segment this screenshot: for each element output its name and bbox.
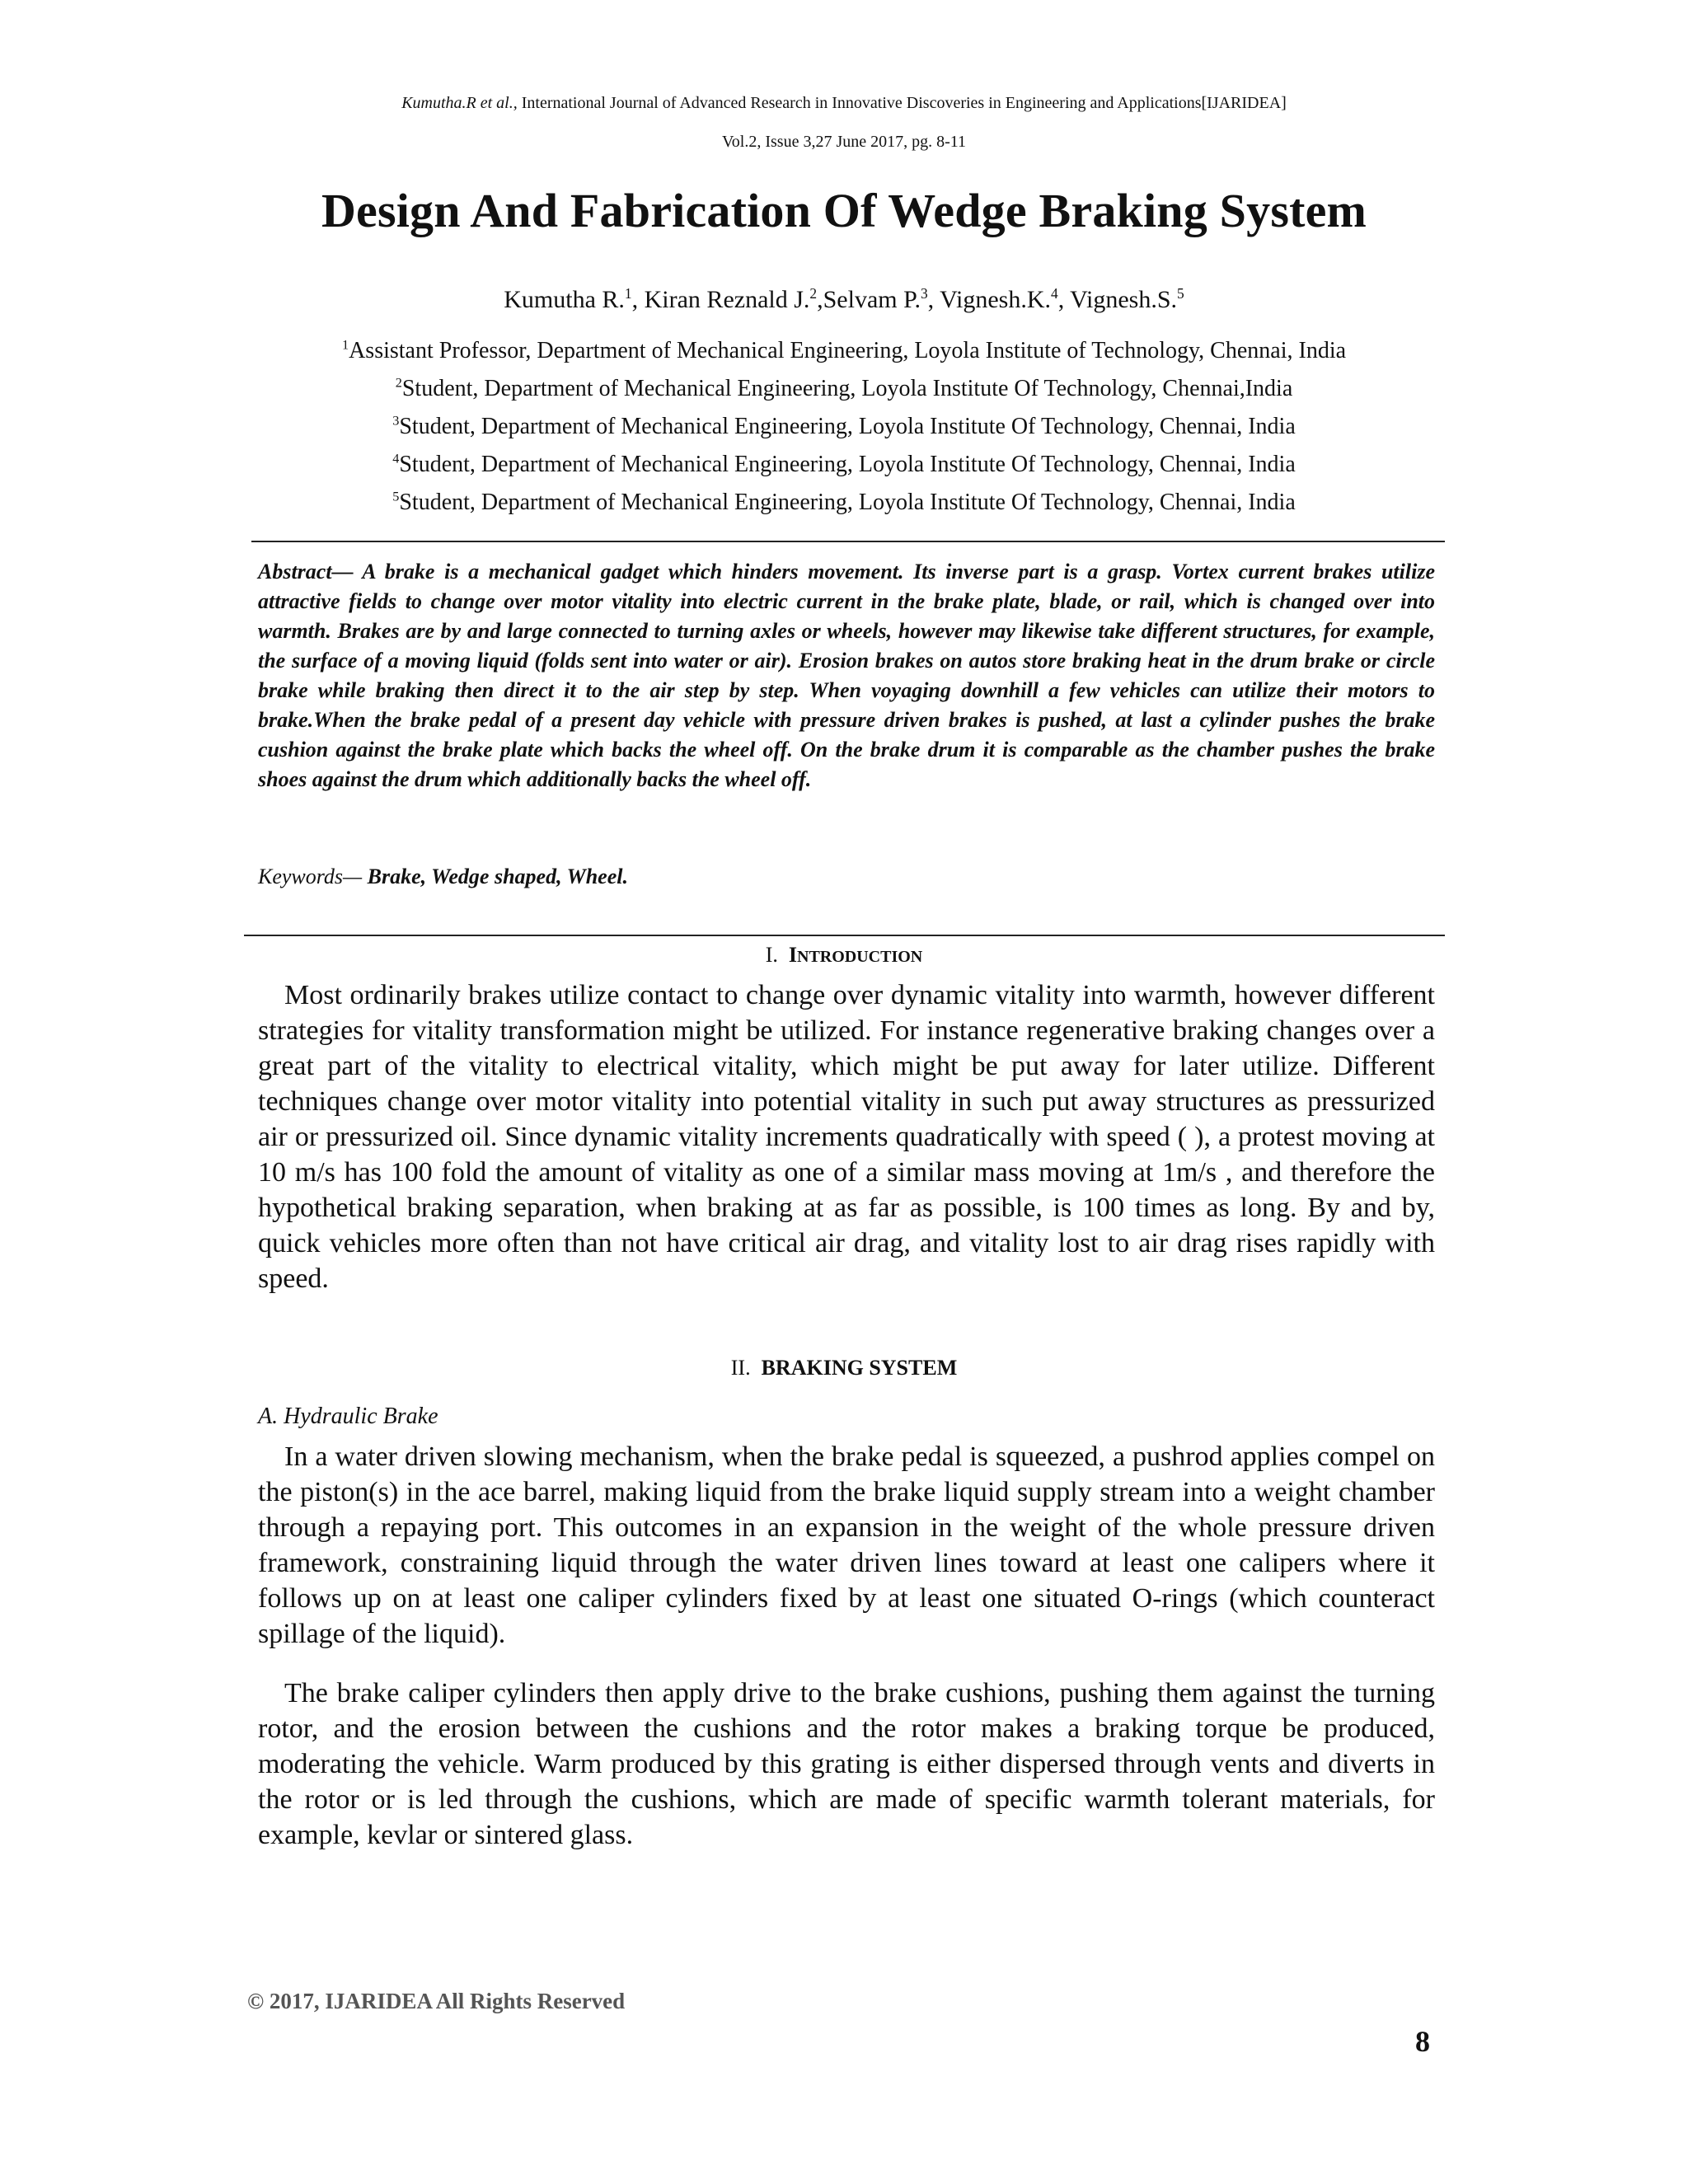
subsection-heading-hydraulic-brake: A. Hydraulic Brake bbox=[258, 1404, 438, 1429]
author-sup: 5 bbox=[1177, 285, 1184, 302]
affiliation-text: Assistant Professor, Department of Mechanical Engineering, Loyola Institute of Technology, Chennai, India bbox=[349, 338, 1347, 363]
keywords bbox=[258, 865, 628, 889]
keywords-values: Brake, Wedge shaped, Wheel. bbox=[367, 865, 628, 888]
affiliation-sup: 5 bbox=[392, 489, 400, 504]
affiliation-text: Student, Department of Mechanical Engineering, Loyola Institute Of Technology, Chennai, India bbox=[399, 452, 1296, 477]
author-name: Kumutha R. bbox=[504, 286, 625, 313]
author-sup: 1 bbox=[624, 285, 632, 302]
affiliation-sup: 3 bbox=[392, 413, 400, 429]
author-name: Kiran Reznald J. bbox=[644, 286, 810, 313]
hydraulic-brake-paragraph-2: The brake caliper cylinders then apply drive to the brake cushions, pushing them against the turning rotor, and the erosion between the cushions and the rotor makes a braking torque be produced, moderating the vehicle. Warm produced by this grating is either dispersed through vents and diverts in the rotor or is led through the cushions, which are made of specific warmth tolerant materials, for example, kevlar or sintered glass. bbox=[258, 1678, 1435, 1850]
author-sep: , bbox=[1057, 286, 1071, 313]
running-header-journal: International Journal of Advanced Research in Innovative Discoveries in Engineering and Applications[IJARIDEA] bbox=[517, 94, 1287, 112]
affiliation bbox=[0, 490, 1688, 516]
author-sup: 2 bbox=[809, 285, 818, 302]
affiliation bbox=[0, 338, 1688, 364]
section-title-initial: I bbox=[788, 943, 798, 967]
section-divider bbox=[244, 935, 1445, 936]
affiliation-text: Student, Department of Mechanical Engineering, Loyola Institute Of Technology, Chennai,India bbox=[401, 376, 1293, 401]
copyright-footer: © 2017, IJARIDEA All Rights Reserved bbox=[247, 1989, 626, 2013]
page-number: 8 bbox=[1415, 2025, 1430, 2058]
section-heading-introduction bbox=[0, 943, 1688, 968]
affiliation-sup: 4 bbox=[392, 451, 400, 466]
author-sup: 4 bbox=[1051, 285, 1058, 302]
author-sup: 3 bbox=[920, 285, 928, 302]
affiliation-sup: 2 bbox=[395, 375, 402, 391]
author-sep: , bbox=[631, 286, 645, 313]
running-header-volume: Vol.2, Issue 3,27 June 2017, pg. 8-11 bbox=[721, 133, 967, 151]
section-title: BRAKING SYSTEM bbox=[761, 1356, 958, 1380]
affiliation bbox=[0, 452, 1688, 478]
author-name: Selvam P. bbox=[823, 286, 921, 313]
section-title bbox=[789, 943, 922, 967]
affiliation-sup: 1 bbox=[341, 337, 349, 353]
section-heading-braking-system bbox=[0, 1356, 1688, 1380]
affiliation bbox=[0, 376, 1688, 402]
author-list bbox=[0, 286, 1688, 314]
section-number: I. bbox=[765, 943, 778, 967]
running-header-authors: Kumutha.R et al., bbox=[401, 94, 518, 112]
keywords-label: Keywords— bbox=[258, 865, 368, 888]
abstract: Abstract— A brake is a mechanical gadget which hinders movement. Its inverse part is a grasp. Vortex current brakes utilize attractive fields to change over motor vitality into electric current in the brake plate, blade, or rail, which is changed over into warmth. Brakes are by and large connected to turning axles or wheels, however may likewise take different structures, for example, the surface of a moving liquid (folds sent into water or air). Erosion brakes on autos store braking heat in the drum brake or circle brake while braking then direct it to the air step by step. When voyaging downhill a few vehicles can utilize their motors to brake.When the brake pedal of a present day vehicle with pressure driven brakes is pushed, at last a cylinder pushes the brake cushion against the brake plate which backs the wheel off. On the brake drum it is comparable as the chamber pushes the brake shoes against the drum which additionally backs the wheel off. bbox=[258, 560, 1435, 791]
author-sep: , bbox=[817, 286, 823, 313]
author-sep: , bbox=[927, 286, 940, 313]
affiliation-text: Student, Department of Mechanical Engineering, Loyola Institute Of Technology, Chennai, India bbox=[399, 414, 1296, 439]
paper-title: Design And Fabrication Of Wedge Braking System bbox=[321, 184, 1367, 237]
hydraulic-brake-paragraph-1: In a water driven slowing mechanism, when the brake pedal is squeezed, a pushrod applies compel on the piston(s) in the ace barrel, making liquid from the brake liquid supply stream into a weight chamber through a repaying port. This outcomes in an expansion in the weight of the whole pressure driven framework, constraining liquid through the water driven lines toward at least one calipers where it follows up on at least one caliper cylinders fixed by at least one situated O-rings (which counteract spillage of the liquid). bbox=[258, 1441, 1435, 1649]
running-header bbox=[0, 94, 1688, 113]
section-number: II. bbox=[730, 1356, 751, 1380]
affiliation-text: Student, Department of Mechanical Engineering, Loyola Institute Of Technology, Chennai, India bbox=[399, 490, 1296, 515]
section-title-rest: NTRODUCTION bbox=[797, 948, 923, 966]
author-name: Vignesh.S. bbox=[1070, 286, 1178, 313]
affiliation bbox=[0, 414, 1688, 440]
author-name: Vignesh.K. bbox=[940, 286, 1051, 313]
introduction-paragraph: Most ordinarily brakes utilize contact to change over dynamic vitality into warmth, however different strategies for vitality transformation might be utilized. For instance regenerative braking changes over a great part of the vitality to electrical vitality, which might be put away for later utilize. Different techniques change over motor vitality into potential vitality in such put away structures as pressurized air or pressurized oil. Since dynamic vitality increments quadratically with speed ( ), a protest moving at 10 m/s has 100 fold the amount of vitality as one of a similar mass moving at 1m/s , and therefore the hypothetical braking separation, when braking at as far as possible, is 100 times as long. By and by, quick vehicles more often than not have critical air drag, and vitality lost to air drag rises rapidly with speed. bbox=[258, 980, 1435, 1294]
top-divider bbox=[251, 541, 1445, 542]
